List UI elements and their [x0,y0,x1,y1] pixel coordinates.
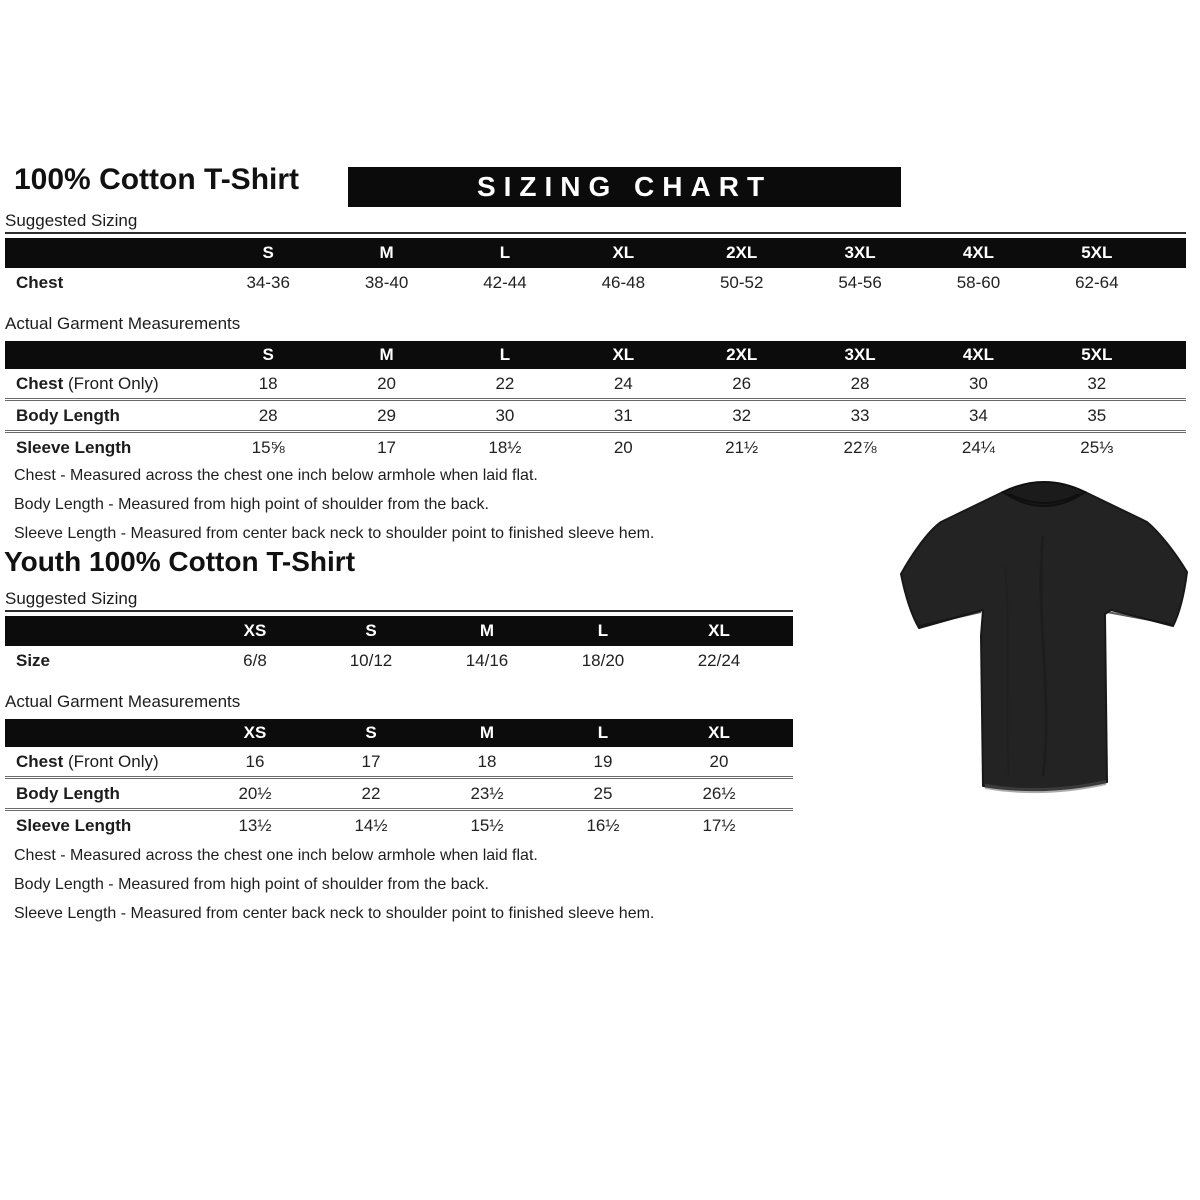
table-cell: 14/16 [465,650,509,670]
table-cell: 20 [613,437,633,457]
table-cell: 15½ [470,815,504,835]
table-cell: 42-44 [483,272,527,292]
table-cell: 26½ [702,783,736,803]
table-cell: 20 [377,373,397,393]
adult-actual-table [5,341,1186,462]
table-cell: 18 [477,751,497,771]
table-cell: 6/8 [243,650,267,670]
youth-actual-section [5,692,793,840]
table-row [5,430,1186,462]
column-header: XL [612,345,635,364]
youth-section-title: Youth 100% Cotton T-Shirt [4,546,356,577]
table-cell: 30 [495,405,515,425]
table-row [5,398,1186,430]
row-label: Body Length [16,783,120,803]
adult-suggested-label: Suggested Sizing [5,211,1186,234]
youth-suggested-section [5,589,793,675]
table-row [5,369,1186,398]
column-header: L [597,621,609,640]
table-cell: 58-60 [956,272,1001,292]
table-cell: 25⅓ [1080,437,1114,457]
column-header: S [365,621,377,640]
table-cell: 24 [613,373,633,393]
table-cell: 35 [1087,405,1107,425]
row-label: Chest (Front Only) [16,751,159,771]
table-cell: 30 [968,373,988,393]
table-cell: 38-40 [364,272,409,292]
table-cell: 19 [593,751,613,771]
adult-actual-section [5,314,1186,462]
table-cell: 20½ [238,783,272,803]
table-cell: 15⅝ [251,437,285,457]
column-header: M [479,723,495,742]
table-cell: 25 [593,783,613,803]
note-line: Sleeve Length - Measured from center back neck to shoulder point to finished sleeve hem. [14,905,655,922]
table-cell: 32 [732,405,752,425]
youth-suggested-label: Suggested Sizing [5,589,793,612]
column-header: XL [708,723,730,742]
table-cell: 14½ [354,815,388,835]
table-cell: 34 [968,405,988,425]
table-cell: 33 [850,405,870,425]
column-header: 5XL [1081,243,1113,262]
youth-actual-label: Actual Garment Measurements [5,692,241,711]
table-cell: 46-48 [601,272,646,292]
tshirt-image [893,476,1195,810]
note-line: Chest - Measured across the chest one inch below armhole when laid flat. [14,467,538,484]
row-label: Sleeve Length [16,815,132,835]
sizing-chart-banner: SIZING CHART [348,167,901,207]
table-cell: 62-64 [1075,272,1119,292]
row-label: Chest [16,272,64,292]
table-row [5,808,793,840]
column-header: XL [612,243,635,262]
table-cell: 18½ [488,437,522,457]
table-cell: 20 [709,751,729,771]
youth-suggested-table [5,616,793,675]
column-header: 4XL [962,243,995,262]
column-header: L [499,345,511,364]
table-cell: 22/24 [697,650,741,670]
table-header-row [5,238,1186,268]
column-header: S [262,243,274,262]
table-cell: 17 [377,437,397,457]
column-header: 4XL [962,345,995,364]
column-header: L [499,243,511,262]
table-header-row [5,616,793,646]
adult-section-title: 100% Cotton T-Shirt [14,163,300,196]
table-cell: 31 [613,405,633,425]
table-cell: 28 [850,373,870,393]
note-line: Chest - Measured across the chest one inch below armhole when laid flat. [14,847,538,864]
adult-notes [14,461,654,548]
table-cell: 50-52 [719,272,764,292]
column-header: L [597,723,609,742]
table-cell: 24¼ [961,437,995,457]
column-header: 3XL [844,345,876,364]
table-header-row [5,341,1186,369]
column-header: XS [243,621,267,640]
column-header: 5XL [1081,345,1113,364]
column-header: S [262,345,274,364]
column-header: M [379,345,394,364]
table-header-row [5,719,793,747]
table-row [5,747,793,776]
table-row [5,776,793,808]
column-header: 2XL [726,243,758,262]
adult-suggested-section [5,211,1186,297]
column-header: XS [243,723,267,742]
table-row [5,268,1186,297]
column-header: M [379,243,394,262]
row-label: Chest (Front Only) [16,373,159,393]
row-label: Body Length [16,405,120,425]
youth-actual-table [5,719,793,840]
table-cell: 18/20 [581,650,625,670]
row-label: Size [16,650,51,670]
table-cell: 18 [258,373,278,393]
table-cell: 22 [495,373,515,393]
table-cell: 29 [377,405,397,425]
column-header: M [479,621,495,640]
note-line: Sleeve Length - Measured from center back neck to shoulder point to finished sleeve hem. [14,525,655,542]
table-cell: 22⅞ [843,437,877,457]
table-cell: 28 [258,405,278,425]
adult-suggested-table [5,238,1186,297]
table-cell: 13½ [238,815,272,835]
table-cell: 22 [361,783,381,803]
table-cell: 17 [361,751,381,771]
table-cell: 16 [245,751,265,771]
table-cell: 23½ [470,783,504,803]
note-line: Body Length - Measured from high point of shoulder from the back. [14,496,489,513]
table-cell: 16½ [586,815,620,835]
table-cell: 17½ [702,815,736,835]
table-row [5,646,793,675]
adult-actual-label: Actual Garment Measurements [5,314,241,333]
table-cell: 34-36 [246,272,290,292]
table-cell: 10/12 [349,650,393,670]
youth-notes [14,841,654,928]
table-cell: 21½ [725,437,759,457]
table-cell: 32 [1087,373,1107,393]
column-header: 3XL [844,243,876,262]
column-header: 2XL [726,345,758,364]
row-label: Sleeve Length [16,437,132,457]
note-line: Body Length - Measured from high point of shoulder from the back. [14,876,489,893]
column-header: XL [708,621,730,640]
column-header: S [365,723,377,742]
table-cell: 26 [732,373,752,393]
table-cell: 54-56 [838,272,882,292]
